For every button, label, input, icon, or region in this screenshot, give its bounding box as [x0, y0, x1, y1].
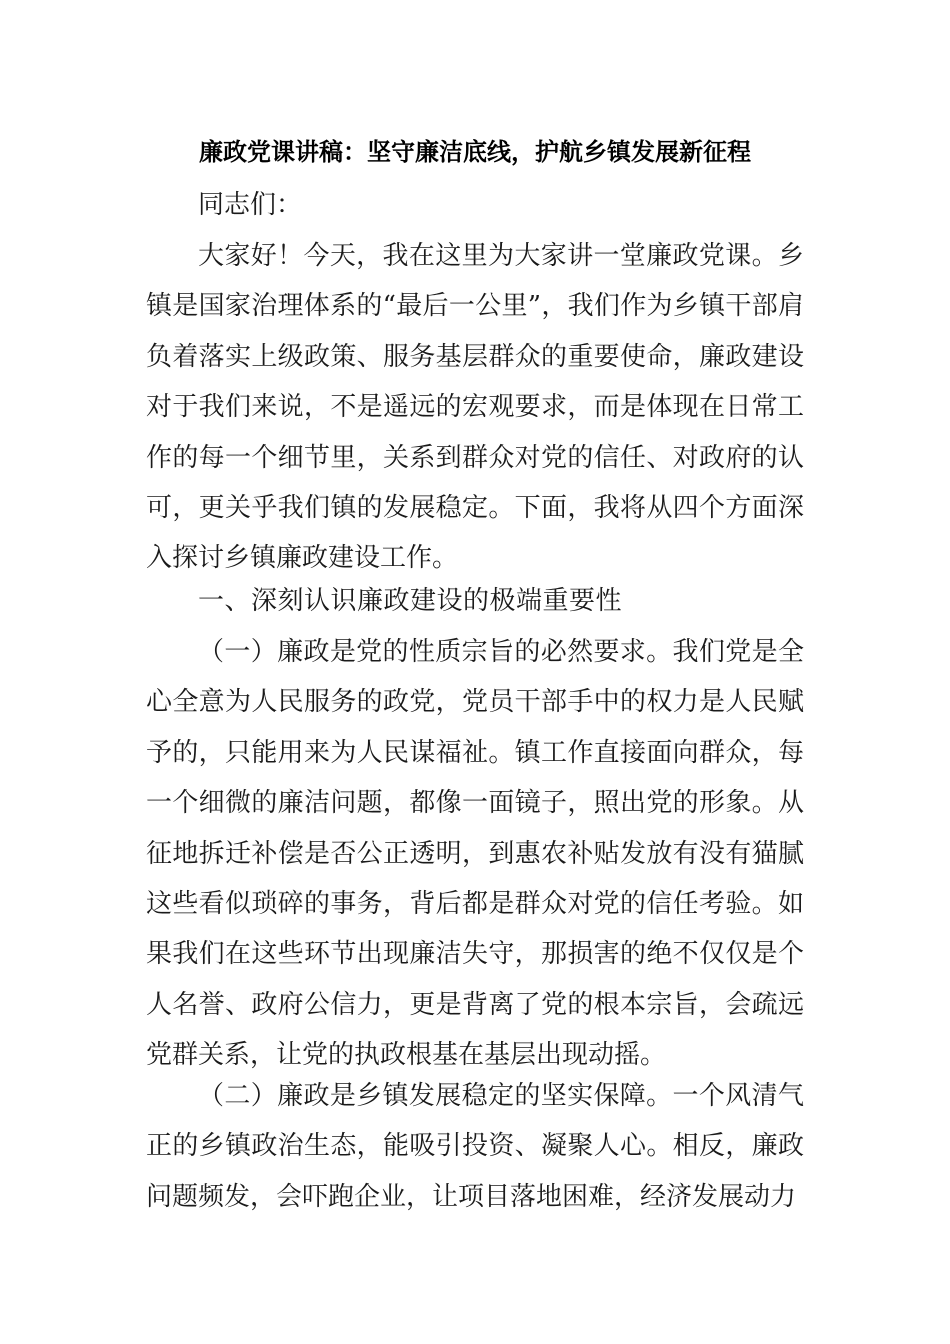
salutation: 同志们：	[198, 190, 303, 220]
paragraph-point-1: （一）廉政是党的性质宗旨的必然要求。我们党是全心全意为人民服务的政党，党员干部手中的权力是人民赋予的，只能用来为人民谋福祉。镇工作直接面向群众，每一个细微的廉洁问题，都像一面镜子，照出党的形象。从征地拆迁补偿是否公正透明，到惠农补贴发放有没有猫腻这些看似琐碎的事务，背后都是群众对党的信任考验。如果我们在这些环节出现廉洁失守，那损害的绝不仅仅是个人名誉、政府公信力，更是背离了党的根本宗旨，会疏远党群关系，让党的执政根基在基层出现动摇。	[146, 637, 804, 1071]
document-title: 廉政党课讲稿：坚守廉洁底线，护航乡镇发展新征程	[199, 137, 751, 166]
paragraph-point-2: （二）廉政是乡镇发展稳定的坚实保障。一个风清气正的乡镇政治生态，能吸引投资、凝聚人心。相反，廉政问题频发，会吓跑企业，让项目落地困难，经济发展动力	[146, 1081, 804, 1212]
section-heading: 一、深刻认识廉政建设的极端重要性	[198, 586, 623, 616]
paragraph-intro: 大家好！今天，我在这里为大家讲一堂廉政党课。乡镇是国家治理体系的“最后一公里”，我们作为乡镇干部肩负着落实上级政策、服务基层群众的重要使命，廉政建设对于我们来说，不是遥远的宏观要求，而是体现在日常工作的每一个细节里，关系到群众对党的信任、对政府的认可，更关乎我们镇的发展稳定。下面，我将从四个方面深入探讨乡镇廉政建设工作。	[146, 241, 804, 574]
